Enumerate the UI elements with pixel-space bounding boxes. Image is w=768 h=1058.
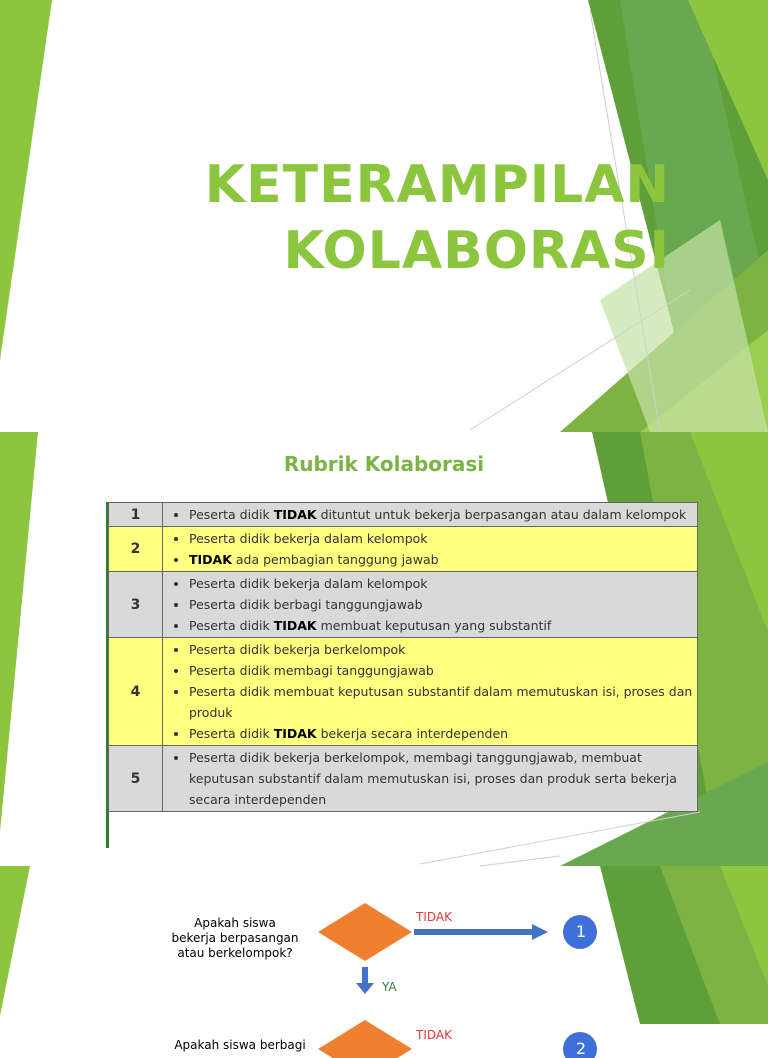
rubric-criterion: [189, 681, 693, 723]
criterion-text: Peserta didik bekerja berkelompok: [189, 642, 406, 657]
rubric-criterion: [189, 573, 693, 594]
criterion-text: Peserta didik membuat keputusan substantif dalam memutuskan isi, proses dan produk: [189, 684, 693, 720]
rubric-description: [163, 638, 698, 746]
criterion-text: dituntut untuk bekerja berpasangan atau dalam kelompok: [316, 507, 687, 522]
criterion-text: Peserta didik: [189, 618, 274, 633]
question-1-text: Apakah siswa bekerja berpasangan atau berkelompok?: [171, 916, 299, 960]
rubric-description: [163, 503, 698, 527]
rubric-row-4: [109, 638, 698, 746]
decision-diamond-1: [318, 903, 412, 961]
emphasis-text: TIDAK: [189, 552, 232, 567]
question-2-text: Apakah siswa berbagi: [174, 1038, 306, 1052]
rubric-criterion: [189, 504, 693, 525]
criterion-text: Peserta didik: [189, 726, 274, 741]
rubric-criteria-list: [167, 528, 693, 570]
yes-arrow-shaft: [362, 967, 368, 983]
title-line-1: KETERAMPILAN: [204, 155, 670, 215]
yes-arrow-head: [356, 983, 374, 994]
criterion-text: Peserta didik: [189, 507, 274, 522]
emphasis-text: TIDAK: [273, 507, 317, 522]
rubric-row-2: [109, 527, 698, 572]
rubric-criteria-list: [167, 639, 693, 744]
slide-title-text: [205, 152, 670, 284]
rubric-table-body: [109, 503, 698, 812]
rubric-description: [163, 572, 698, 638]
rubric-subtitle: Rubrik Kolaborasi: [283, 452, 485, 476]
decision-diamond-2: [318, 1020, 412, 1058]
rubric-criterion: [189, 639, 693, 660]
criterion-text: Peserta didik bekerja berkelompok, membagi tanggungjawab, membuat keputusan substantif dalam memutuskan isi, proses dan produk serta bekerja secara interdependen: [189, 750, 677, 807]
rubric-criterion: [189, 528, 693, 549]
rubric-criterion: [189, 549, 693, 570]
slide-title: [0, 0, 768, 432]
slide-flowchart: [0, 866, 768, 1058]
rubric-level: 3: [109, 572, 163, 638]
rubric-criterion: [189, 615, 693, 636]
rubric-criterion: [189, 747, 693, 810]
criterion-text: Peserta didik membagi tanggungjawab: [189, 663, 434, 678]
emphasis-text: TIDAK: [273, 618, 317, 633]
result-1-number: 1: [575, 922, 587, 941]
rubric-level: 4: [109, 638, 163, 746]
rubric-description: [163, 746, 698, 812]
criterion-text: membuat keputusan yang substantif: [316, 618, 552, 633]
criterion-text: ada pembagian tanggung jawab: [231, 552, 439, 567]
rubric-criteria-list: [167, 504, 693, 525]
rubric-criterion: [189, 594, 693, 615]
rubric-criterion: [189, 660, 693, 681]
slide-rubric: [0, 432, 768, 866]
rubric-level: 1: [109, 503, 163, 527]
result-2-number: 2: [575, 1039, 587, 1058]
criterion-text: Peserta didik bekerja dalam kelompok: [189, 531, 428, 546]
rubric-criteria-list: [167, 573, 693, 636]
title-line-2: KOLABORASI: [283, 221, 670, 281]
rubric-level: 2: [109, 527, 163, 572]
rubric-level: 5: [109, 746, 163, 812]
rubric-row-1: [109, 503, 698, 527]
rubric-criterion: [189, 723, 693, 744]
criterion-text: Peserta didik bekerja dalam kelompok: [189, 576, 428, 591]
no-label-1: TIDAK: [416, 910, 452, 924]
rubric-criteria-list: [167, 747, 693, 810]
no-label-2: TIDAK: [416, 1028, 452, 1042]
emphasis-text: TIDAK: [273, 726, 317, 741]
no-arrow-1-shaft: [414, 929, 532, 935]
rubric-table: [108, 502, 698, 812]
yes-label: YA: [382, 980, 397, 994]
collaboration-flowchart: [150, 888, 605, 1058]
criterion-text: bekerja secara interdependen: [316, 726, 509, 741]
criterion-text: Peserta didik berbagi tanggungjawab: [189, 597, 423, 612]
rubric-row-3: [109, 572, 698, 638]
rubric-description: [163, 527, 698, 572]
no-arrow-1-head: [532, 924, 548, 940]
rubric-row-5: [109, 746, 698, 812]
